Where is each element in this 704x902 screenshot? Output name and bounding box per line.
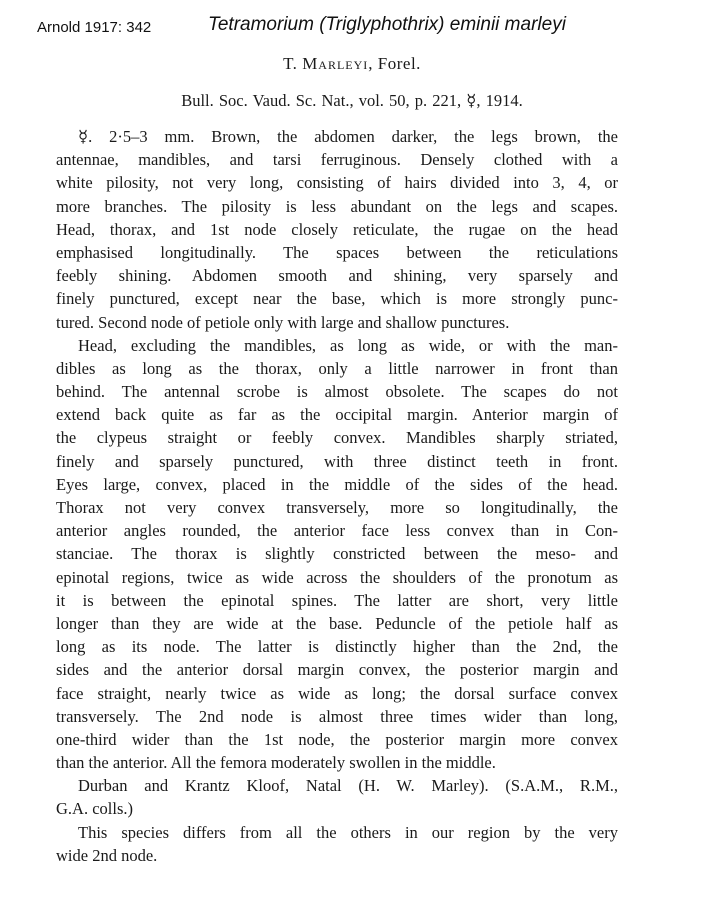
text-line: extend back quite as far as the occipital margin. Anterior margin of [56, 405, 618, 425]
text-line: it is between the epinotal spines. The latter are short, very little [56, 590, 618, 610]
text-line: finely punctured, except near the base, which is more strongly punc- [56, 289, 618, 309]
citation-label: Arnold 1917: 342 [37, 19, 152, 36]
paragraph [56, 125, 618, 334]
text-line: transversely. The 2nd node is almost three times wider than long, [56, 706, 618, 726]
text-line: stanciae. The thorax is slightly constricted between the meso- and [56, 544, 618, 564]
text-line: tured. Second node of petiole only with large and shallow punctures. [56, 312, 510, 332]
text-line: epinotal regions, twice as wide across the shoulders of the pronotum as [56, 567, 618, 587]
text-line: behind. The antennal scrobe is almost obsolete. The scapes do not [56, 382, 618, 402]
text-line: wide 2nd node. [56, 845, 158, 865]
text-line: face straight, nearly twice as wide as long; the dorsal surface convex [56, 683, 618, 703]
title-prefix: T. [283, 54, 303, 73]
text-line: This species differs from all the others in our region by the very [78, 822, 618, 842]
text-line: feebly shining. Abdomen smooth and shining, very sparsely and [56, 266, 618, 286]
text-line: G.A. colls.) [56, 799, 133, 819]
text-line: finely and sparsely punctured, with three distinct teeth in front. [56, 451, 618, 471]
text-line: emphasised longitudinally. The spaces between the reticulations [56, 242, 618, 262]
text-line: Durban and Krantz Kloof, Natal (H. W. Marley). (S.A.M., R.M., [78, 776, 618, 796]
text-line: longer than they are wide at the base. Peduncle of the petiole half as [56, 613, 618, 633]
text-line: more branches. The pilosity is less abundant on the legs and scapes. [56, 196, 618, 216]
text-line: Head, thorax, and 1st node closely reticulate, the rugae on the head [56, 219, 618, 239]
text-line: the clypeus straight or feebly convex. Mandibles sharply striated, [56, 428, 618, 448]
text-line: Head, excluding the mandibles, as long as wide, or with the man- [78, 335, 618, 355]
text-line: long as its node. The latter is distinctly higher than the 2nd, the [56, 637, 618, 657]
title-author: , Forel. [368, 54, 421, 73]
text-line: ☿. 2·5–3 mm. Brown, the abdomen darker, the legs brown, the [78, 127, 618, 146]
paragraph [56, 334, 618, 775]
text-line: than the anterior. All the femora moderately swollen in the middle. [56, 753, 496, 773]
text-line: sides and the anterior dorsal margin convex, the posterior margin and [56, 660, 618, 680]
page-header [0, 14, 704, 40]
title-species-name: Marleyi [302, 54, 369, 73]
species-title [0, 54, 704, 74]
paragraph [56, 821, 618, 867]
description-body [56, 125, 618, 867]
text-line: antennae, mandibles, and tarsi ferruginous. Densely clothed with a [56, 150, 618, 170]
text-line: one-third wider than the 1st node, the posterior margin more convex [56, 729, 618, 749]
bibliographic-reference: Bull. Soc. Vaud. Sc. Nat., vol. 50, p. 221, ☿, 1914. [181, 91, 523, 110]
text-line: dibles as long as the thorax, only a little narrower in front than [56, 358, 618, 378]
text-line: anterior angles rounded, the anterior face less convex than in Con- [56, 521, 618, 541]
text-line: Eyes large, convex, placed in the middle of the sides of the head. [56, 474, 618, 494]
paragraph [56, 774, 618, 820]
text-line: white pilosity, not very long, consisting of hairs divided into 3, 4, or [56, 173, 618, 193]
taxon-heading: Tetramorium (Triglyphothrix) eminii marleyi [208, 14, 566, 35]
text-line: Thorax not very convex transversely, more so longitudinally, the [56, 498, 618, 517]
